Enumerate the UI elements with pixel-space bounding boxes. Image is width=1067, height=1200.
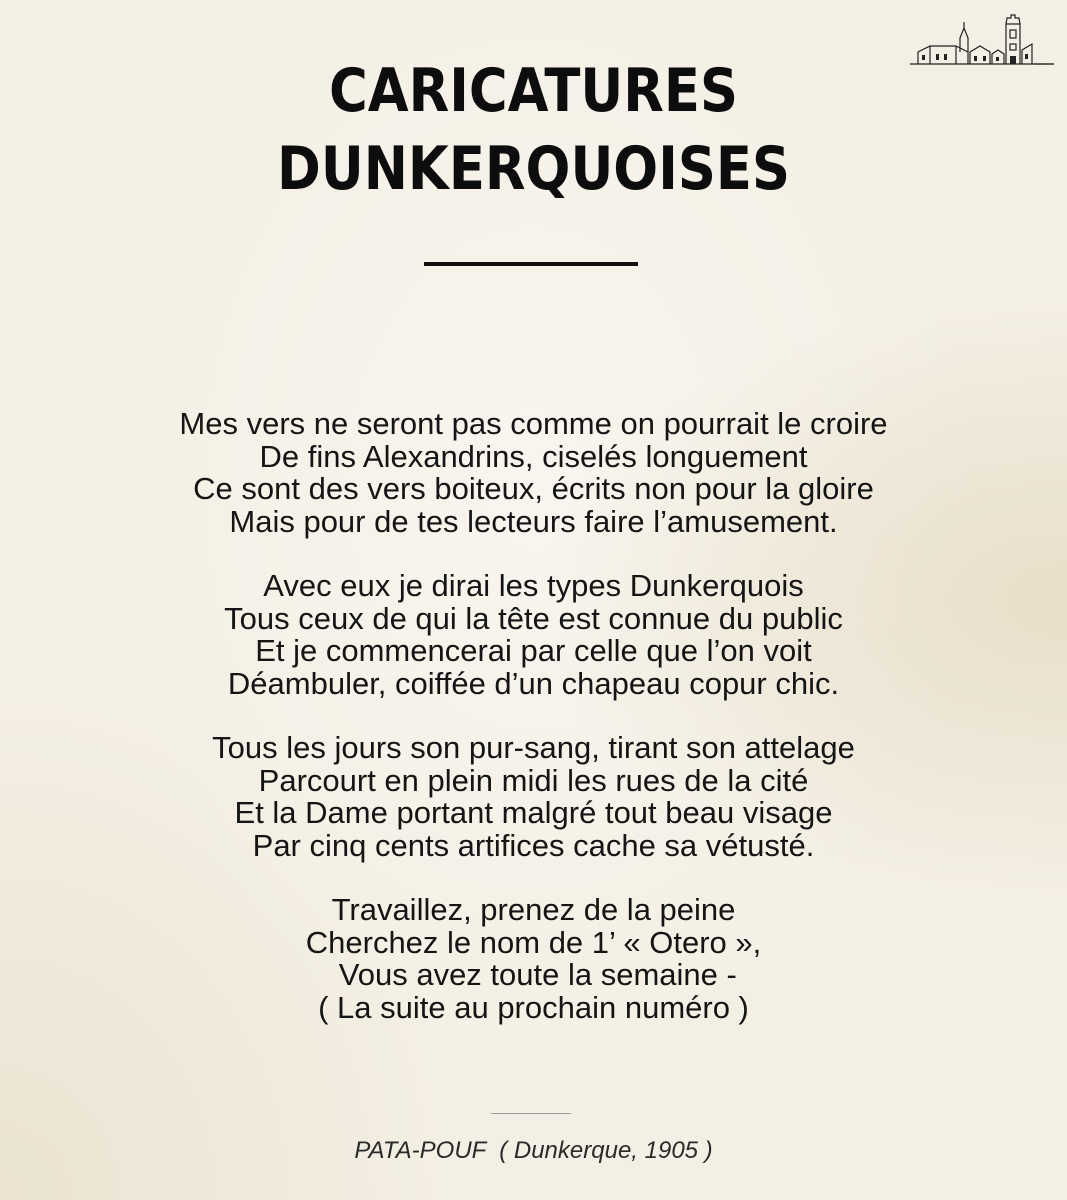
stanza-1 (0, 408, 1067, 538)
verse: Ce sont des vers boiteux, écrits non pour la gloire (193, 471, 874, 506)
title-line-2: DUNKERQUOISES (277, 134, 790, 204)
page-title (64, 52, 1003, 208)
signature-divider (491, 1113, 571, 1114)
verse: Déambuler, coiffée d’un chapeau copur chic. (227, 665, 840, 701)
stanza-4 (0, 894, 1067, 1024)
stanza-2 (0, 570, 1067, 700)
verse: De fins Alexandrins, ciselés longuement (259, 438, 808, 474)
verse: Travaillez, prenez de la peine (331, 892, 736, 927)
verse: Parcourt en plein midi les rues de la cité (258, 762, 809, 798)
title-divider (424, 262, 638, 266)
verse: Mes vers ne seront pas comme on pourrait le croire (179, 406, 888, 441)
verse: Et je commencerai par celle que l’on voit (255, 633, 812, 668)
verse: Tous ceux de qui la tête est connue du public (224, 600, 843, 636)
signature: PATA-POUF ( Dunkerque, 1905 ) (354, 1137, 713, 1164)
verse: Par cinq cents artifices cache sa vétusté. (252, 827, 815, 863)
verse: ( La suite au prochain numéro ) (318, 989, 749, 1025)
verse: Cherchez le nom de 1’ « Otero », (305, 924, 762, 960)
verse: Mais pour de tes lecteurs faire l’amusement. (229, 503, 838, 539)
verse: Tous les jours son pur-sang, tirant son attelage (212, 730, 855, 765)
title-line-1: CARICATURES (328, 56, 739, 126)
verse: Et la Dame portant malgré tout beau visage (234, 795, 833, 830)
verse: Avec eux je dirai les types Dunkerquois (263, 568, 804, 603)
verse: Vous avez toute la semaine - (330, 957, 737, 992)
poem (0, 408, 1067, 1056)
stanza-3 (0, 732, 1067, 862)
